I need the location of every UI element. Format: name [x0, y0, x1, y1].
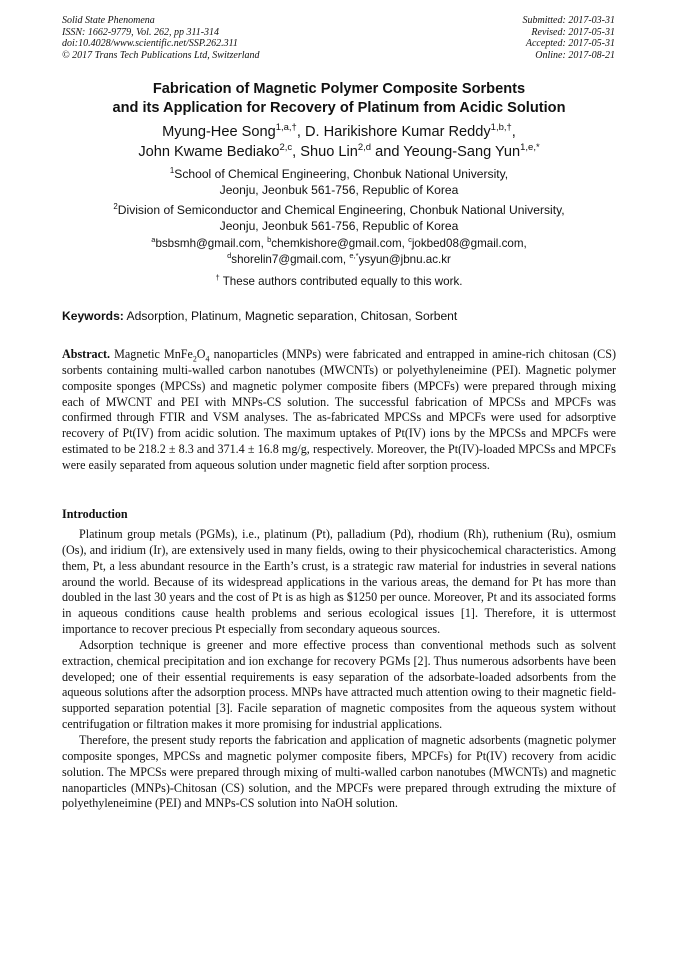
- email-separator: ,: [260, 237, 268, 250]
- email-sup: a: [151, 235, 156, 245]
- email-sup: e,*: [349, 250, 359, 260]
- author-name: D. Harikishore Kumar Reddy: [304, 124, 491, 140]
- author-separator: ,: [292, 144, 301, 160]
- abstract-label: Abstract.: [62, 347, 111, 361]
- author-sup: 2,d: [357, 142, 372, 154]
- journal-name: Solid State Phenomena: [62, 15, 155, 26]
- abstract: [62, 347, 616, 474]
- email-sup: b: [267, 235, 272, 245]
- author-line-2: [40, 142, 638, 162]
- author-name: Shuo Lin: [300, 144, 358, 160]
- email-sup: d: [227, 250, 232, 260]
- author-list: [40, 122, 638, 162]
- affiliation-text: Division of Semiconductor and Chemical Engineering, Chonbuk National University,: [117, 203, 565, 217]
- keywords-label: Keywords:: [62, 309, 124, 323]
- doi-line: doi:10.4028/www.scientific.net/SSP.262.311: [62, 38, 238, 50]
- author-separator: and: [371, 144, 404, 160]
- keywords: [62, 309, 616, 324]
- email-line-1: [40, 236, 638, 252]
- submitted-date: Submitted: 2017-03-31: [522, 15, 615, 26]
- email-address[interactable]: shorelin7@gmail.com: [231, 252, 343, 266]
- intro-paragraph-3: Therefore, the present study reports the fabrication and application of magnetic adsorbents (magnetic polymer composite sponges, MPCSs and magnetic polymer composite fibers, MPCFs) for Pt(IV) recovery from acidic solution. The MPCSs were prepared through mixing of multi-walled carbon nanotubes (MWCNTs) and magnetic nanoparticles (MNPs)-Chitosan (CS) solution, and the MPCFs were prepared through extruding the mixture of polyethyleneimine (PEI) and MNPs-CS solution into NaOH solution.: [62, 732, 616, 811]
- abstract-sub-2: 4: [205, 354, 210, 364]
- affiliation-1: [40, 166, 638, 198]
- keywords-text: Adsorption, Platinum, Magnetic separation, Chitosan, Sorbent: [123, 309, 458, 323]
- author-separator: ,: [511, 124, 516, 140]
- equal-contribution-note: [40, 274, 638, 289]
- title-line-2: and its Application for Recovery of Platinum from Acidic Solution: [112, 100, 566, 116]
- paper-title: [40, 80, 638, 118]
- equal-contribution-text: These authors contributed equally to this work.: [219, 275, 463, 288]
- journal-info: [62, 15, 260, 61]
- author-name: John Kwame Bediako: [138, 144, 280, 160]
- submission-dates: [523, 15, 616, 61]
- copyright-line: © 2017 Trans Tech Publications Ltd, Switzerland: [62, 49, 260, 61]
- author-name: Myung-Hee Song: [162, 124, 276, 140]
- email-line-2: [40, 252, 638, 268]
- email-separator: ,: [523, 237, 527, 250]
- email-address[interactable]: jokbed08@gmail.com: [411, 237, 524, 250]
- email-separator: ,: [342, 252, 350, 266]
- abstract-text-1: Magnetic MnFe: [110, 347, 193, 361]
- title-line-1: Fabrication of Magnetic Polymer Composite Sorbents: [152, 81, 526, 97]
- online-date: Online: 2017-08-21: [535, 49, 615, 61]
- abstract-text-3: nanoparticles (MNPs) were fabricated and entrapped in amine-rich chitosan (CS) sorbents containing multi-walled carbon nanotubes (MWCNTs) or polyethyleneimine (PEI). Magnetic polymer composite sponges (MPCSs) and magnetic polymer composite fibers (MPCFs) were prepared through mixing each of MWCNT and PEI with MNPs-CS solution. The successful fabrication of MPCSs and MPCFs was confirmed through FTIR and VSM analyses. The as-fabricated MPCSs and MPCFs were used for adsorptive recovery of Pt(IV) from acidic solution. The maximum uptakes of Pt(IV) ions by the MPCSs and MPCFs were estimated to be 218.2 ± 8.3 and 371.4 ± 16.8 mg/g, respectively. Moreover, the Pt(IV)-loaded MPCSs and MPCFs were easily separated from aqueous solution under magnetic field after sorption process.: [62, 347, 616, 472]
- affiliation-sup: 2: [113, 201, 118, 211]
- email-address[interactable]: chemkishore@gmail.com: [271, 237, 402, 250]
- author-sup: 2,c: [279, 142, 293, 154]
- email-sup: c: [408, 235, 412, 245]
- introduction-heading: Introduction: [62, 507, 128, 521]
- abstract-text-2: O: [196, 347, 206, 361]
- intro-paragraph-2: Adsorption technique is greener and more effective process than conventional methods such as solvent extraction, chemical precipitation and ion exchange for recovery PGMs [2]. Thus numerous adsorbents have been developed; one of their essential requirements is easy separation of the adsorbate-loaded adsorbents from the aqueous solutions after the adsorption process. MNPs have attracted much attention owing to their magnetic field-supported separation potential [3]. Facile separation of magnetic composites from the aqueous system without centrifugation or filtration makes it more promising for industrial applications.: [62, 637, 616, 732]
- email-address[interactable]: ysyun@jbnu.ac.kr: [358, 252, 451, 266]
- revised-date: Revised: 2017-05-31: [531, 26, 615, 38]
- abstract-sub-1: 2: [192, 354, 197, 364]
- intro-paragraph-1: Platinum group metals (PGMs), i.e., platinum (Pt), palladium (Pd), rhodium (Rh), ruthenium (Ru), osmium (Os), and iridium (Ir), are extensively used in many fields, owing to their physicochemical characteristics. Among them, Pt, a less abundant resource in the Earth’s crust, is a strategic raw material for industries in several nations around the world. Because of its widespread applications in the various areas, the demand for Pt has more than doubled in the last 30 years and the cost of Pt is as high as $1250 per ounce. Moreover, Pt and its associated forms in aqueous conditions cause health problems and serious ecological issues [1]. Therefore, it is uttermost importance to recover precious Pt especially from secondary aqueous sources.: [62, 527, 616, 637]
- email-separator: ,: [401, 237, 409, 250]
- author-name: Yeoung-Sang Yun: [403, 144, 521, 160]
- author-sup: 1,a,†: [275, 122, 297, 134]
- affiliation-sup: 1: [169, 165, 175, 175]
- affiliation-line: [40, 202, 638, 218]
- author-line-1: [40, 122, 638, 142]
- affiliation-address: Jeonju, Jeonbuk 561-756, Republic of Korea: [219, 219, 459, 233]
- introduction-body: [62, 527, 616, 812]
- author-sup: 1,e,*: [520, 142, 540, 154]
- dagger-sup: †: [215, 273, 220, 283]
- email-list: [40, 236, 638, 267]
- author-sup: 1,b,†: [490, 122, 512, 134]
- email-address[interactable]: bsbsmh@gmail.com: [155, 237, 261, 250]
- affiliation-text: School of Chemical Engineering, Chonbuk National University,: [174, 167, 509, 181]
- author-separator: ,: [296, 124, 305, 140]
- issn-line: ISSN: 1662-9779, Vol. 262, pp 311-314: [62, 26, 220, 38]
- accepted-date: Accepted: 2017-05-31: [525, 38, 615, 50]
- affiliation-2: [40, 202, 638, 234]
- affiliation-line: [40, 166, 638, 182]
- affiliation-address: Jeonju, Jeonbuk 561-756, Republic of Korea: [219, 183, 459, 197]
